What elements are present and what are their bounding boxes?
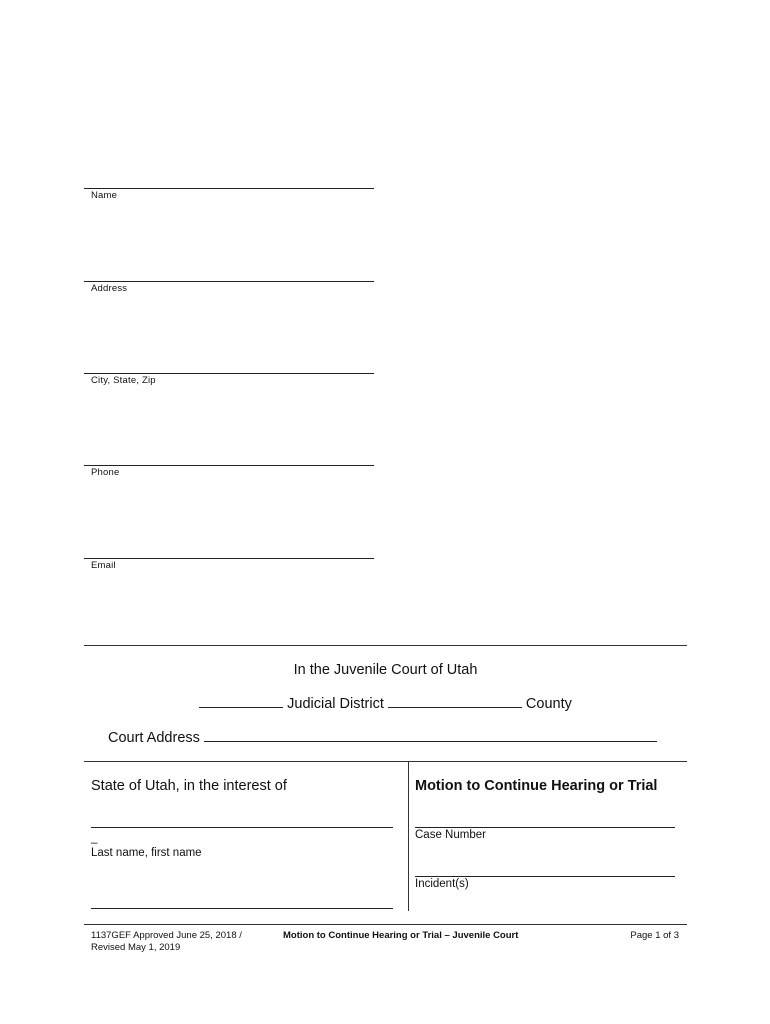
phone-line[interactable]: [84, 465, 374, 466]
city-state-zip-line[interactable]: [84, 373, 374, 374]
court-title: In the Juvenile Court of Utah: [293, 662, 478, 678]
email-label: Email: [91, 560, 116, 571]
party-text: State of Utah, in the interest of: [91, 778, 287, 794]
incidents-label: Incident(s): [415, 878, 469, 890]
district-blank[interactable]: [199, 695, 283, 708]
party-name-line[interactable]: [91, 827, 393, 828]
document-title: Motion to Continue Hearing or Trial: [415, 778, 658, 794]
case-number-label: Case Number: [415, 829, 486, 841]
address-line[interactable]: [84, 281, 374, 282]
name-label: Name: [91, 190, 118, 201]
caption-top-divider: [84, 761, 687, 762]
footer-form-info: [91, 930, 242, 954]
court-address-blank[interactable]: [204, 729, 657, 742]
address-label: Address: [91, 283, 128, 294]
party-name-label: Last name, first name: [91, 847, 202, 859]
footer-form-line2: Revised May 1, 2019: [91, 942, 181, 953]
footer-divider: [84, 924, 687, 925]
second-party-line[interactable]: [91, 908, 393, 909]
county-label: County: [525, 696, 572, 712]
caption-vertical-divider: [408, 761, 409, 911]
stray-underscore: _: [91, 832, 98, 844]
city-state-zip-label: City, State, Zip: [91, 375, 156, 386]
court-header-divider: [84, 645, 687, 646]
case-number-line[interactable]: [415, 827, 675, 828]
incidents-line[interactable]: [415, 876, 675, 877]
district-label: Judicial District: [287, 696, 384, 712]
email-line[interactable]: [84, 558, 374, 559]
phone-label: Phone: [91, 467, 120, 478]
footer-form-line1: 1137GEF Approved June 25, 2018 /: [91, 930, 242, 941]
county-blank[interactable]: [388, 695, 522, 708]
district-county-line: [84, 695, 687, 712]
court-address-label: Court Address: [108, 730, 200, 746]
footer-page-number: Page 1 of 3: [630, 930, 679, 941]
footer-title: Motion to Continue Hearing or Trial – Juvenile Court: [283, 930, 519, 941]
court-address-line: [108, 729, 657, 746]
name-line[interactable]: [84, 188, 374, 189]
